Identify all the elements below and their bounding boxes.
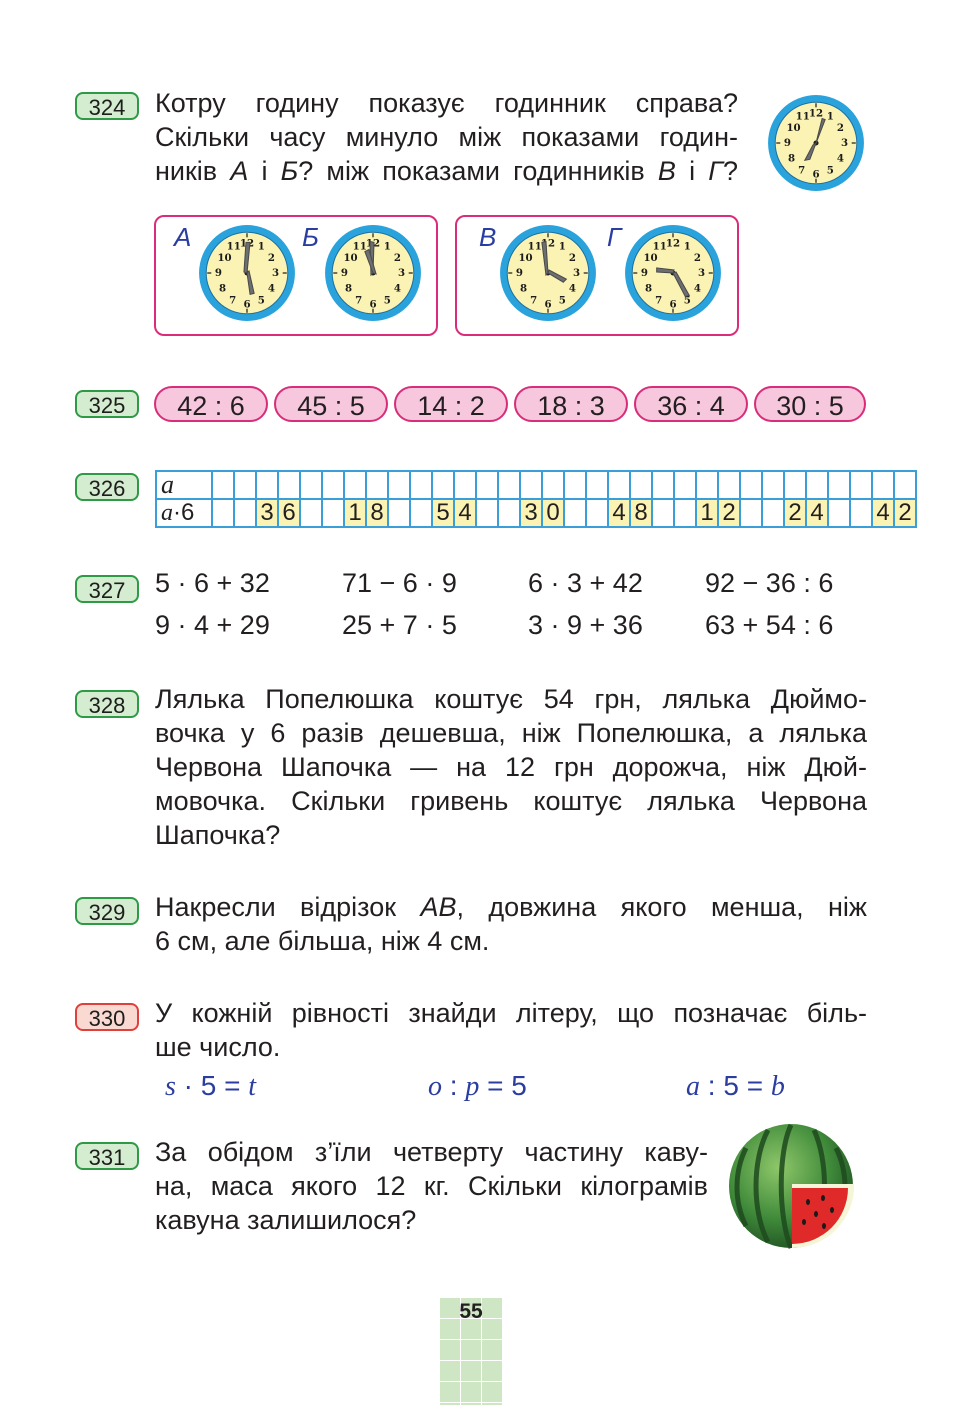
page-number: 55 <box>459 1300 483 1323</box>
division-item: 30 : 5 <box>754 386 866 422</box>
table-cell: 3 <box>520 499 542 527</box>
table-cell: 5 <box>432 499 454 527</box>
problem-324-text <box>155 86 738 188</box>
table-cell: 4 <box>806 499 828 527</box>
problem-324-line3: ників А і Б? між показами годинників В і Г? <box>155 156 738 186</box>
table-cell: 1 <box>344 499 366 527</box>
problem-number-330: 330 <box>75 1003 139 1031</box>
problem-328-text: Лялька Попелюшка коштує 54 грн, лялька Дюймо- вочка у 6 разів дешевша, ніж Попелюшка, а лялька Червона Шапочка — на 12 грн дорожча, ніж Дюй- мовочка. Скільки гривень коштує лялька Червона Шапочка? <box>155 684 867 850</box>
table-cell: 6 <box>278 499 300 527</box>
table-row <box>156 499 916 527</box>
clock-icon <box>497 222 599 324</box>
clock-label-b: Б <box>302 222 319 252</box>
problem-number-327: 327 <box>75 575 139 603</box>
problem-number-328: 328 <box>75 690 139 718</box>
expression: 6 · 3 + 42 <box>528 568 643 598</box>
division-item: 36 : 4 <box>634 386 748 422</box>
table-cell: 4 <box>454 499 476 527</box>
table-cell: 0 <box>542 499 564 527</box>
table-cell: 2 <box>718 499 740 527</box>
table-cell: 2 <box>784 499 806 527</box>
expression: 9 · 4 + 29 <box>155 610 270 640</box>
expression: 71 − 6 · 9 <box>342 568 457 598</box>
multiplication-table <box>155 470 917 528</box>
row-label-a: a <box>156 471 212 499</box>
division-item: 14 : 2 <box>394 386 508 422</box>
row-label-a-times-6: a·6 <box>156 499 212 527</box>
table-cell: 2 <box>894 499 916 527</box>
table-cell: 8 <box>366 499 388 527</box>
table-cell: 4 <box>872 499 894 527</box>
problem-324-line2: Скільки часу минуло між показами годин- <box>155 122 738 152</box>
problem-331-text: За обідом з’їли четверту частину каву- на, маса якого 12 кг. Скільки кілограмів кавуна залишилося? <box>155 1137 708 1235</box>
clock-label-a: А <box>174 222 192 252</box>
problem-number-325: 325 <box>75 390 139 418</box>
table-cell: 3 <box>256 499 278 527</box>
problem-number-326: 326 <box>75 473 139 501</box>
clock-label-v: В <box>479 222 497 252</box>
table-cell: 4 <box>608 499 630 527</box>
table-cell: 1 <box>696 499 718 527</box>
expression: 92 − 36 : 6 <box>705 568 834 598</box>
clock-icon <box>322 222 424 324</box>
watermelon-icon <box>728 1122 856 1250</box>
division-item: 45 : 5 <box>274 386 388 422</box>
equation-3: a : 5 = b <box>686 1070 785 1102</box>
problem-number-331: 331 <box>75 1142 139 1170</box>
problem-number-329: 329 <box>75 897 139 925</box>
expression: 25 + 7 · 5 <box>342 610 457 640</box>
clock-icon <box>196 222 298 324</box>
division-item: 42 : 6 <box>154 386 268 422</box>
clock-icon <box>622 222 724 324</box>
problem-329-text: Накресли відрізок АВ, довжина якого менша, ніж 6 см, але більша, ніж 4 см. <box>155 892 867 956</box>
clock-label-g: Г <box>607 222 622 252</box>
division-item: 18 : 3 <box>514 386 628 422</box>
equation-2: o : p = 5 <box>428 1070 527 1102</box>
expression: 5 · 6 + 32 <box>155 568 270 598</box>
expression: 63 + 54 : 6 <box>705 610 834 640</box>
problem-324-line1: Котру годину показує годинник справа? <box>155 88 738 118</box>
expression: 3 · 9 + 36 <box>528 610 643 640</box>
equation-1: s · 5 = t <box>165 1070 257 1102</box>
clock-icon <box>765 92 867 194</box>
problem-330-text: У кожній рівності знайди літеру, що позначає біль- ше число. <box>155 998 867 1062</box>
table-cell: 8 <box>630 499 652 527</box>
problem-number-324: 324 <box>75 92 139 120</box>
table-row <box>156 471 916 499</box>
